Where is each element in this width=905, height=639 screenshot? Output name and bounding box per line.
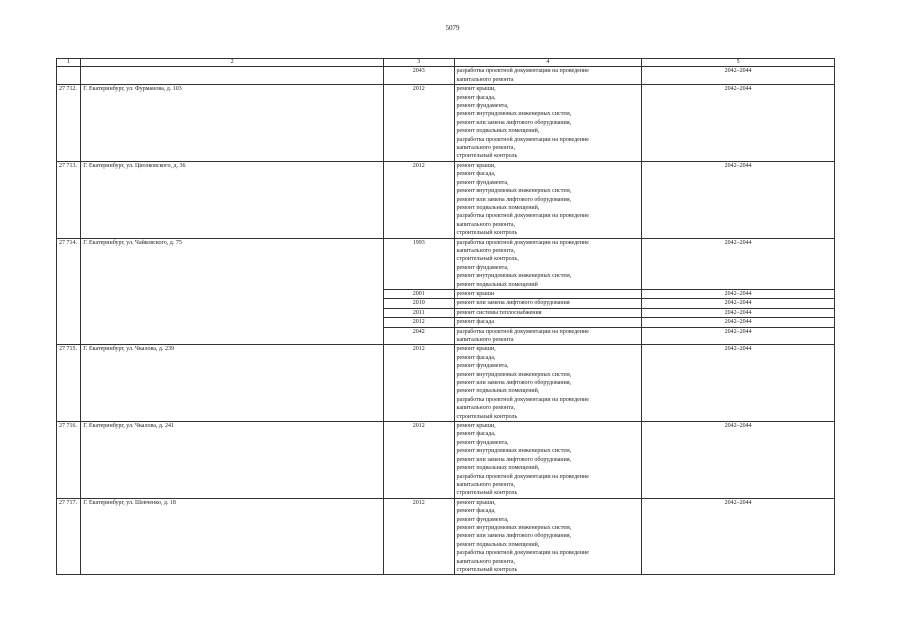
table-row <box>57 498 835 575</box>
work-item: ремонт внутридомовых инженерных систем, <box>456 273 572 280</box>
work-item: ремонт или замена лифтового оборудования, <box>456 456 572 463</box>
repair-year: 2012 <box>383 422 454 499</box>
work-item: ремонт фасада, <box>456 431 496 438</box>
planned-period: 2042–2044 <box>642 498 835 575</box>
repair-year: 2012 <box>383 318 454 327</box>
work-item: ремонт фундамента, <box>456 264 509 271</box>
repair-year: 2042 <box>383 327 454 345</box>
planned-period: 2042–2044 <box>642 238 835 289</box>
record-number: 27 713. <box>57 161 81 238</box>
planned-period: 2042–2044 <box>642 308 835 317</box>
work-item: ремонт фасада, <box>456 354 496 361</box>
record-number: 27 712. <box>57 85 81 162</box>
work-item: ремонт фасада, <box>456 94 496 101</box>
table-row <box>57 422 835 499</box>
column-number-2: 2 <box>81 59 384 67</box>
work-item: ремонт или замена лифтового оборудования, <box>456 533 572 540</box>
works-list <box>454 289 642 298</box>
work-item: ремонт крыши, <box>456 346 496 353</box>
work-item: ремонт фасада, <box>456 508 496 515</box>
work-item: ремонт подвальных помещений, <box>456 128 540 135</box>
column-number-4: 4 <box>454 59 642 67</box>
work-item: ремонт крыши, <box>456 162 496 169</box>
building-address: Г. Екатеринбург, ул. Шевченко, д. 18 <box>81 498 384 575</box>
planned-period: 2042–2044 <box>642 161 835 238</box>
works-list <box>454 67 642 85</box>
work-item: ремонт или замена лифтового оборудования, <box>456 119 572 126</box>
work-item: капитального ремонта, <box>456 405 516 412</box>
work-item: разработка проектной документации на проведение <box>456 550 589 557</box>
work-item: строительный контроль, <box>456 256 519 263</box>
repair-year: 2010 <box>383 299 454 308</box>
planned-period: 2042–2044 <box>642 327 835 345</box>
work-item: ремонт крыши, <box>456 423 496 430</box>
building-address: Г. Екатеринбург, ул. Чкалова, д. 239 <box>81 345 384 422</box>
record-number <box>57 67 81 85</box>
work-item: строительный контроль <box>456 153 518 160</box>
work-item: ремонт фасада, <box>456 171 496 178</box>
works-list <box>454 161 642 238</box>
work-item: ремонт системы теплоснабжения <box>456 309 542 316</box>
page-number: 5079 <box>445 24 460 32</box>
works-list <box>454 345 642 422</box>
building-address: Г. Екатеринбург, ул. Циолковского, д. 36 <box>81 161 384 238</box>
table-row <box>57 161 835 238</box>
building-address: Г. Екатеринбург, ул. Чкалова, д. 241 <box>81 422 384 499</box>
column-number-5: 5 <box>642 59 835 67</box>
work-item: ремонт подвальных помещений, <box>456 388 540 395</box>
work-item: ремонт внутридомовых инженерных систем, <box>456 524 572 531</box>
work-item: ремонт фундамента, <box>456 439 509 446</box>
work-item: капитального ремонта, <box>456 145 516 152</box>
work-item: строительный контроль <box>456 413 518 420</box>
work-item: ремонт или замена лифтового оборудования, <box>456 380 572 387</box>
work-item: капитального ремонта, <box>456 221 516 228</box>
building-address: Г. Екатеринбург, ул. Чайковского, д. 75 <box>81 238 384 345</box>
work-item: ремонт фасада <box>456 319 495 326</box>
column-number-1: 1 <box>57 59 81 67</box>
repair-year: 2012 <box>383 161 454 238</box>
planned-period: 2042–2044 <box>642 67 835 85</box>
repair-schedule-table <box>56 58 835 575</box>
work-item: ремонт подвальных помещений, <box>456 204 540 211</box>
repair-year: 2043 <box>383 67 454 85</box>
column-number-row <box>57 59 835 67</box>
record-number: 27 714. <box>57 238 81 345</box>
work-item: ремонт подвальных помещений, <box>456 465 540 472</box>
work-item: разработка проектной документации на проведение <box>456 68 589 75</box>
table-row <box>57 345 835 422</box>
work-item: ремонт внутридомовых инженерных систем, <box>456 188 572 195</box>
works-list <box>454 327 642 345</box>
planned-period: 2042–2044 <box>642 422 835 499</box>
planned-period: 2042–2044 <box>642 289 835 298</box>
work-item: разработка проектной документации на проведение <box>456 328 589 335</box>
work-item: ремонт фундамента, <box>456 363 509 370</box>
work-item: ремонт подвальных помещений, <box>456 541 540 548</box>
work-item: ремонт крыши <box>456 290 495 297</box>
table-row <box>57 85 835 162</box>
work-item: ремонт внутридомовых инженерных систем, <box>456 111 572 118</box>
works-list <box>454 308 642 317</box>
works-list <box>454 85 642 162</box>
works-list <box>454 299 642 308</box>
work-item: разработка проектной документации на проведение <box>456 396 589 403</box>
column-number-3: 3 <box>383 59 454 67</box>
work-item: ремонт или замена лифтового оборудования, <box>456 196 572 203</box>
work-item: разработка проектной документации на проведение <box>456 473 589 480</box>
work-item: ремонт крыши, <box>456 499 496 506</box>
works-list <box>454 498 642 575</box>
work-item: ремонт фундамента, <box>456 516 509 523</box>
planned-period: 2042–2044 <box>642 345 835 422</box>
works-list <box>454 318 642 327</box>
planned-period: 2042–2044 <box>642 318 835 327</box>
work-item: строительный контроль <box>456 230 518 237</box>
repair-year: 2011 <box>383 308 454 317</box>
work-item: ремонт фундамента, <box>456 103 509 110</box>
work-item: разработка проектной документации на проведение <box>456 136 589 143</box>
building-address <box>81 67 384 85</box>
table-row <box>57 67 835 85</box>
repair-year: 1993 <box>383 238 454 289</box>
work-item: ремонт подвальных помещений <box>456 281 538 288</box>
table-body <box>57 59 835 575</box>
work-item: ремонт внутридомовых инженерных систем, <box>456 371 572 378</box>
planned-period: 2042–2044 <box>642 299 835 308</box>
repair-year: 2012 <box>383 85 454 162</box>
repair-year: 2012 <box>383 345 454 422</box>
work-item: ремонт фундамента, <box>456 179 509 186</box>
record-number: 27 716. <box>57 422 81 499</box>
works-list <box>454 238 642 289</box>
work-item: строительный контроль <box>456 566 518 573</box>
table-row <box>57 238 835 289</box>
planned-period: 2042–2044 <box>642 85 835 162</box>
record-number: 27 717. <box>57 498 81 575</box>
work-item: капитального ремонта, <box>456 481 516 488</box>
work-item: капитального ремонта <box>456 76 514 83</box>
building-address: Г. Екатеринбург, ул. Фурманова, д. 103 <box>81 85 384 162</box>
work-item: ремонт крыши, <box>456 86 496 93</box>
work-item: разработка проектной документации на проведение <box>456 213 589 220</box>
work-item: ремонт или замена лифтового оборудования <box>456 300 570 307</box>
record-number: 27 715. <box>57 345 81 422</box>
repair-year: 2001 <box>383 289 454 298</box>
work-item: строительный контроль <box>456 490 518 497</box>
work-item: разработка проектной документации на проведение <box>456 239 589 246</box>
repair-year: 2012 <box>383 498 454 575</box>
work-item: капитального ремонта <box>456 337 514 343</box>
work-item: ремонт внутридомовых инженерных систем, <box>456 448 572 455</box>
work-item: капитального ремонта, <box>456 558 516 565</box>
works-list <box>454 422 642 499</box>
work-item: капитального ремонта, <box>456 247 516 254</box>
